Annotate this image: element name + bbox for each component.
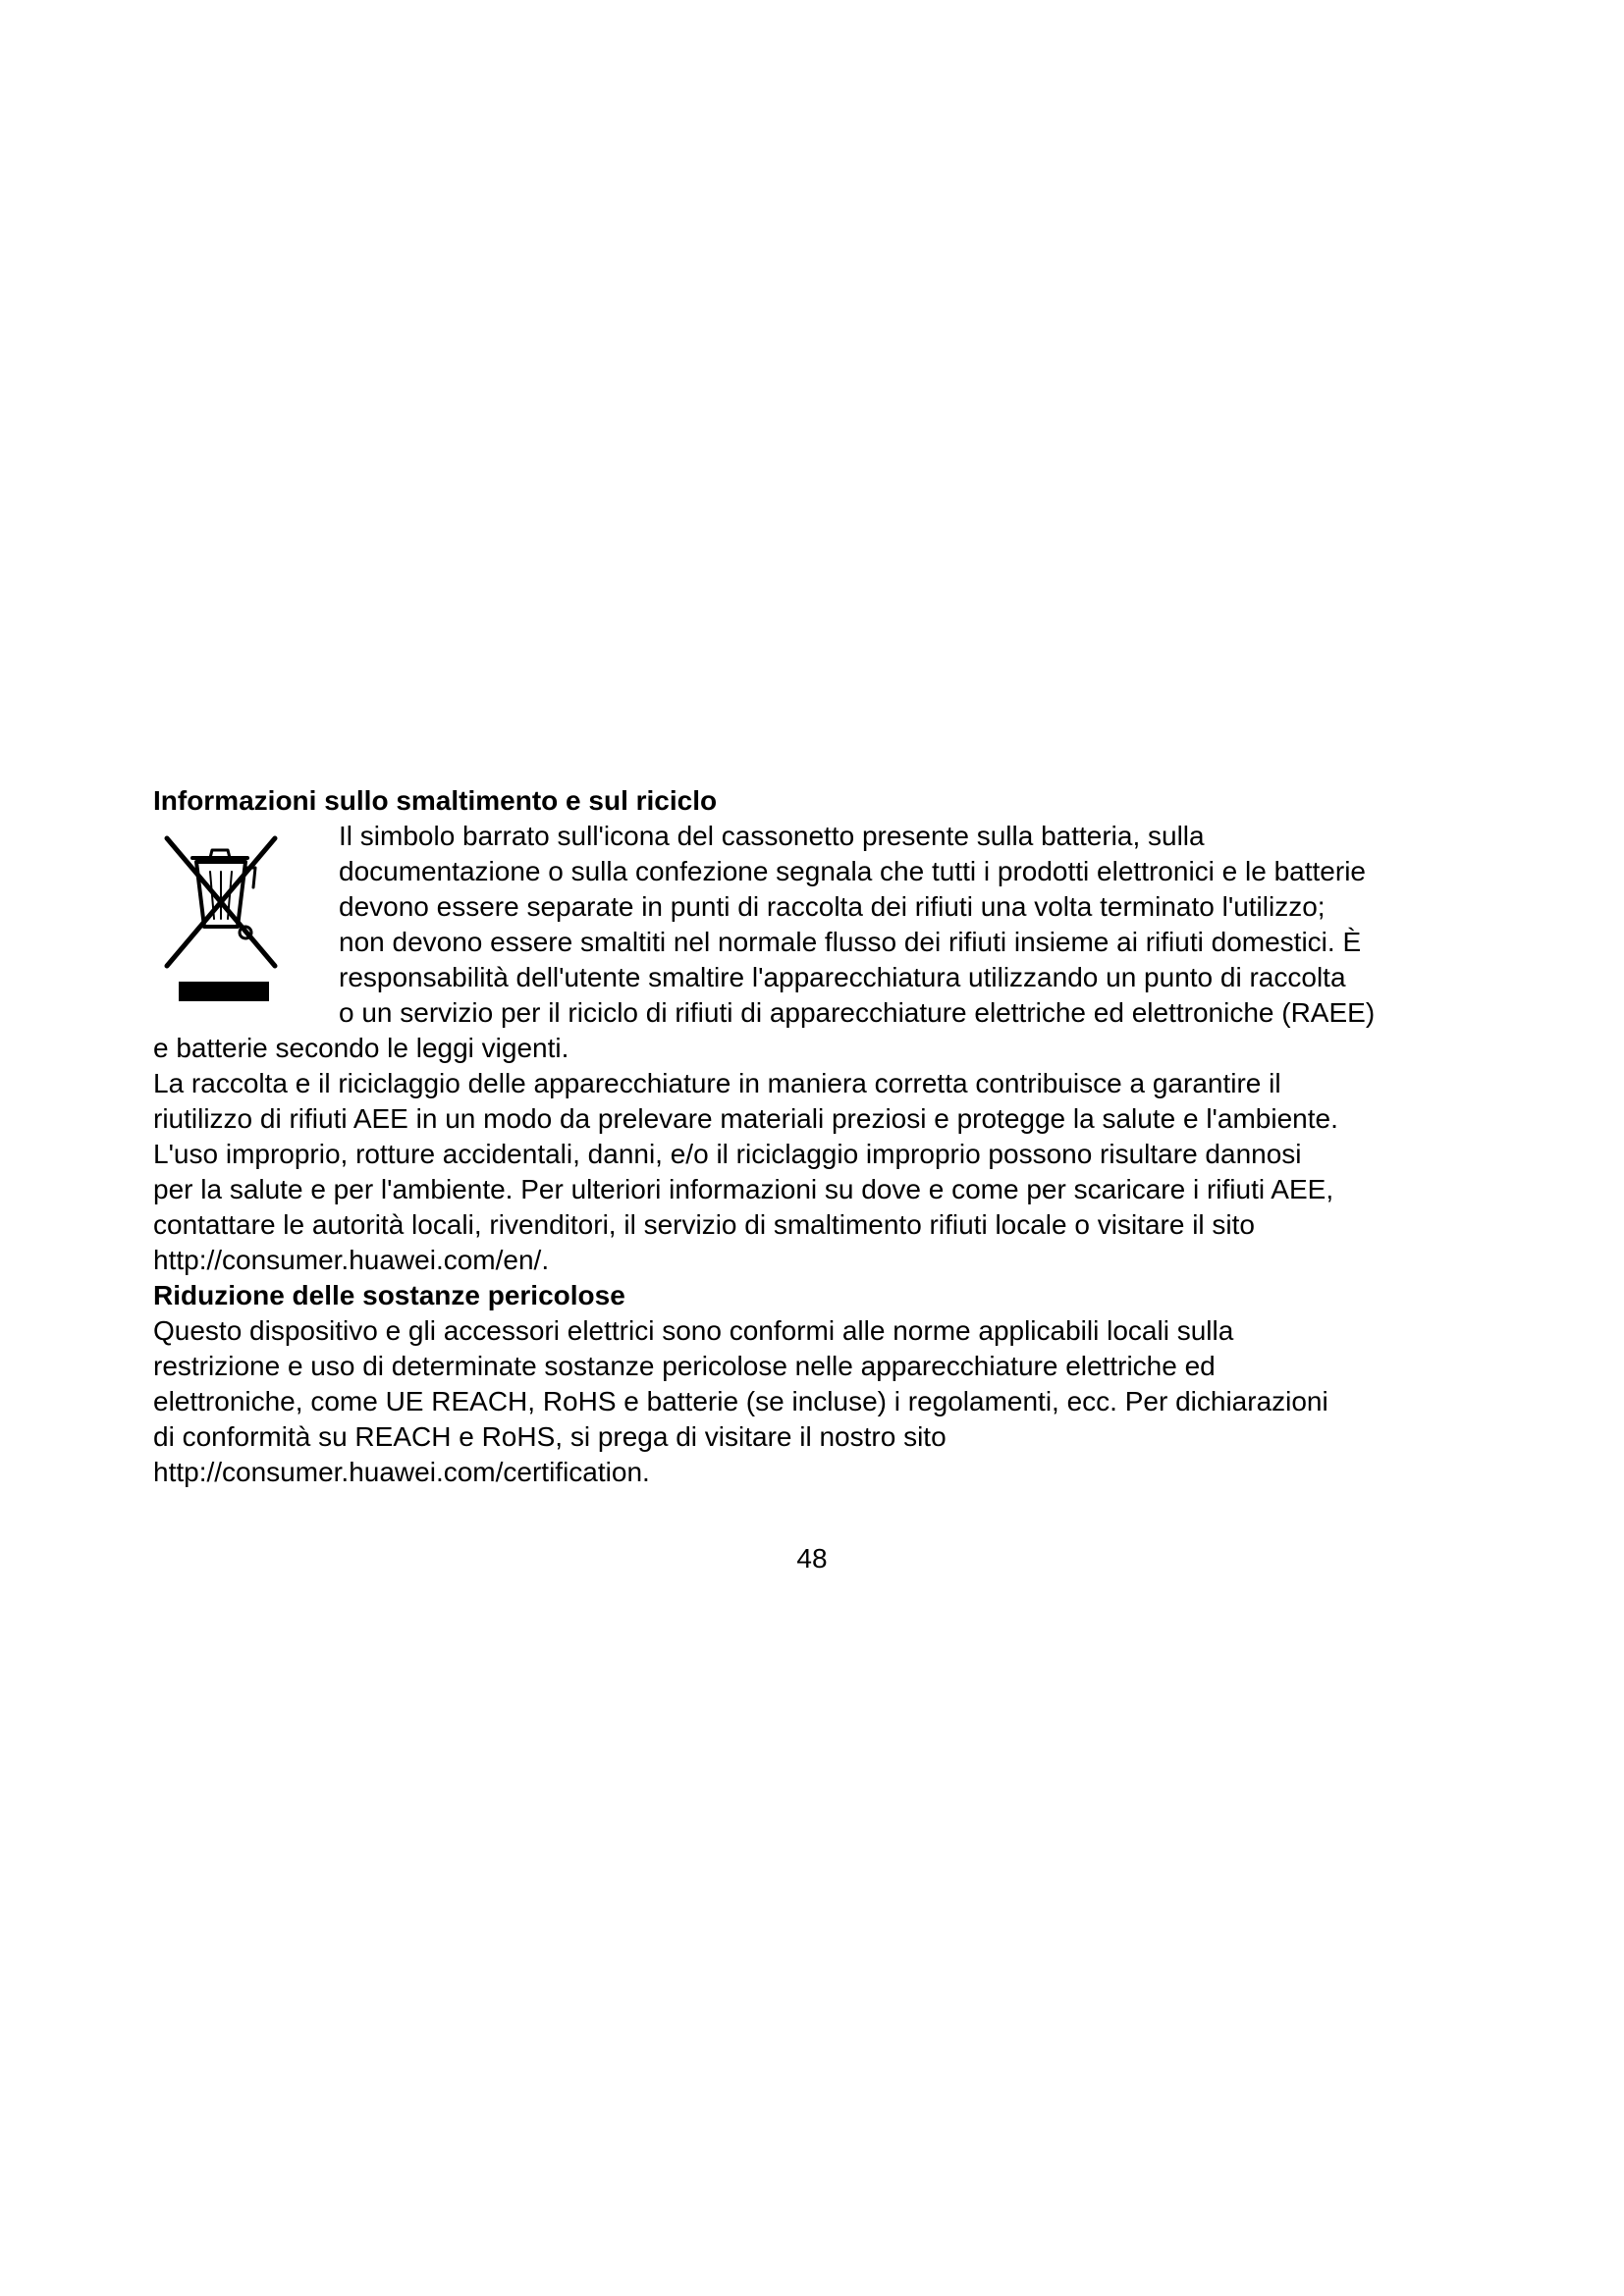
disposal-icon-line: non devono essere smaltiti nel normale flusso dei rifiuti insieme ai rifiuti domestici. È — [339, 927, 1362, 957]
disposal-icon-line: Il simbolo barrato sull'icona del cassonetto presente sulla batteria, sulla — [339, 821, 1205, 851]
disposal-text-line: riutilizzo di rifiuti AEE in un modo da prelevare materiali preziosi e protegge la salute e l'ambiente. — [153, 1103, 1338, 1134]
hazardous-text-line: di conformità su REACH e RoHS, si prega di visitare il nostro sito — [153, 1421, 947, 1452]
hazardous-text-line: elettroniche, come UE REACH, RoHS e batterie (se incluse) i regolamenti, ecc. Per dichiarazioni — [153, 1386, 1328, 1416]
hazardous-text-line: restrizione e uso di determinate sostanze pericolose nelle apparecchiature elettriche ed — [153, 1351, 1216, 1381]
hazardous-text-line: Questo dispositivo e gli accessori elettrici sono conformi alle norme applicabili locali sulla — [153, 1315, 1234, 1346]
disposal-url-link[interactable]: http://consumer.huawei.com/en/. — [153, 1245, 550, 1275]
disposal-icon-line: devono essere separate in punti di raccolta dei rifiuti una volta terminato l'utilizzo; — [339, 891, 1326, 922]
disposal-heading: Informazioni sullo smaltimento e sul riciclo — [153, 785, 718, 816]
disposal-icon-line: documentazione o sulla confezione segnala che tutti i prodotti elettronici e le batterie — [339, 856, 1366, 886]
hazardous-url-link[interactable]: http://consumer.huawei.com/certification. — [153, 1457, 650, 1487]
disposal-text-line: e batterie secondo le leggi vigenti. — [153, 1033, 569, 1063]
disposal-text-line: per la salute e per l'ambiente. Per ulteriori informazioni su dove e come per scaricare i rifiuti AEE, — [153, 1174, 1334, 1204]
disposal-text-line: La raccolta e il riciclaggio delle apparecchiature in maniera corretta contribuisce a garantire il — [153, 1068, 1281, 1098]
hazardous-heading: Riduzione delle sostanze pericolose — [153, 1280, 625, 1310]
disposal-text-line: L'uso improprio, rotture accidentali, danni, e/o il riciclaggio improprio possono risultare dannosi — [153, 1139, 1302, 1169]
disposal-icon-line: o un servizio per il riciclo di rifiuti di apparecchiature elettriche ed elettroniche (RAEE) — [339, 997, 1376, 1028]
crossed-out-wheelie-bin-icon — [153, 828, 287, 1005]
disposal-icon-line: responsabilità dell'utente smaltire l'apparecchiatura utilizzando un punto di raccolta — [339, 962, 1346, 992]
page-content — [153, 783, 1489, 1490]
disposal-text-line: contattare le autorità locali, rivenditori, il servizio di smaltimento rifiuti locale o visitare il sito — [153, 1209, 1255, 1240]
page-number: 48 — [796, 1543, 828, 1574]
